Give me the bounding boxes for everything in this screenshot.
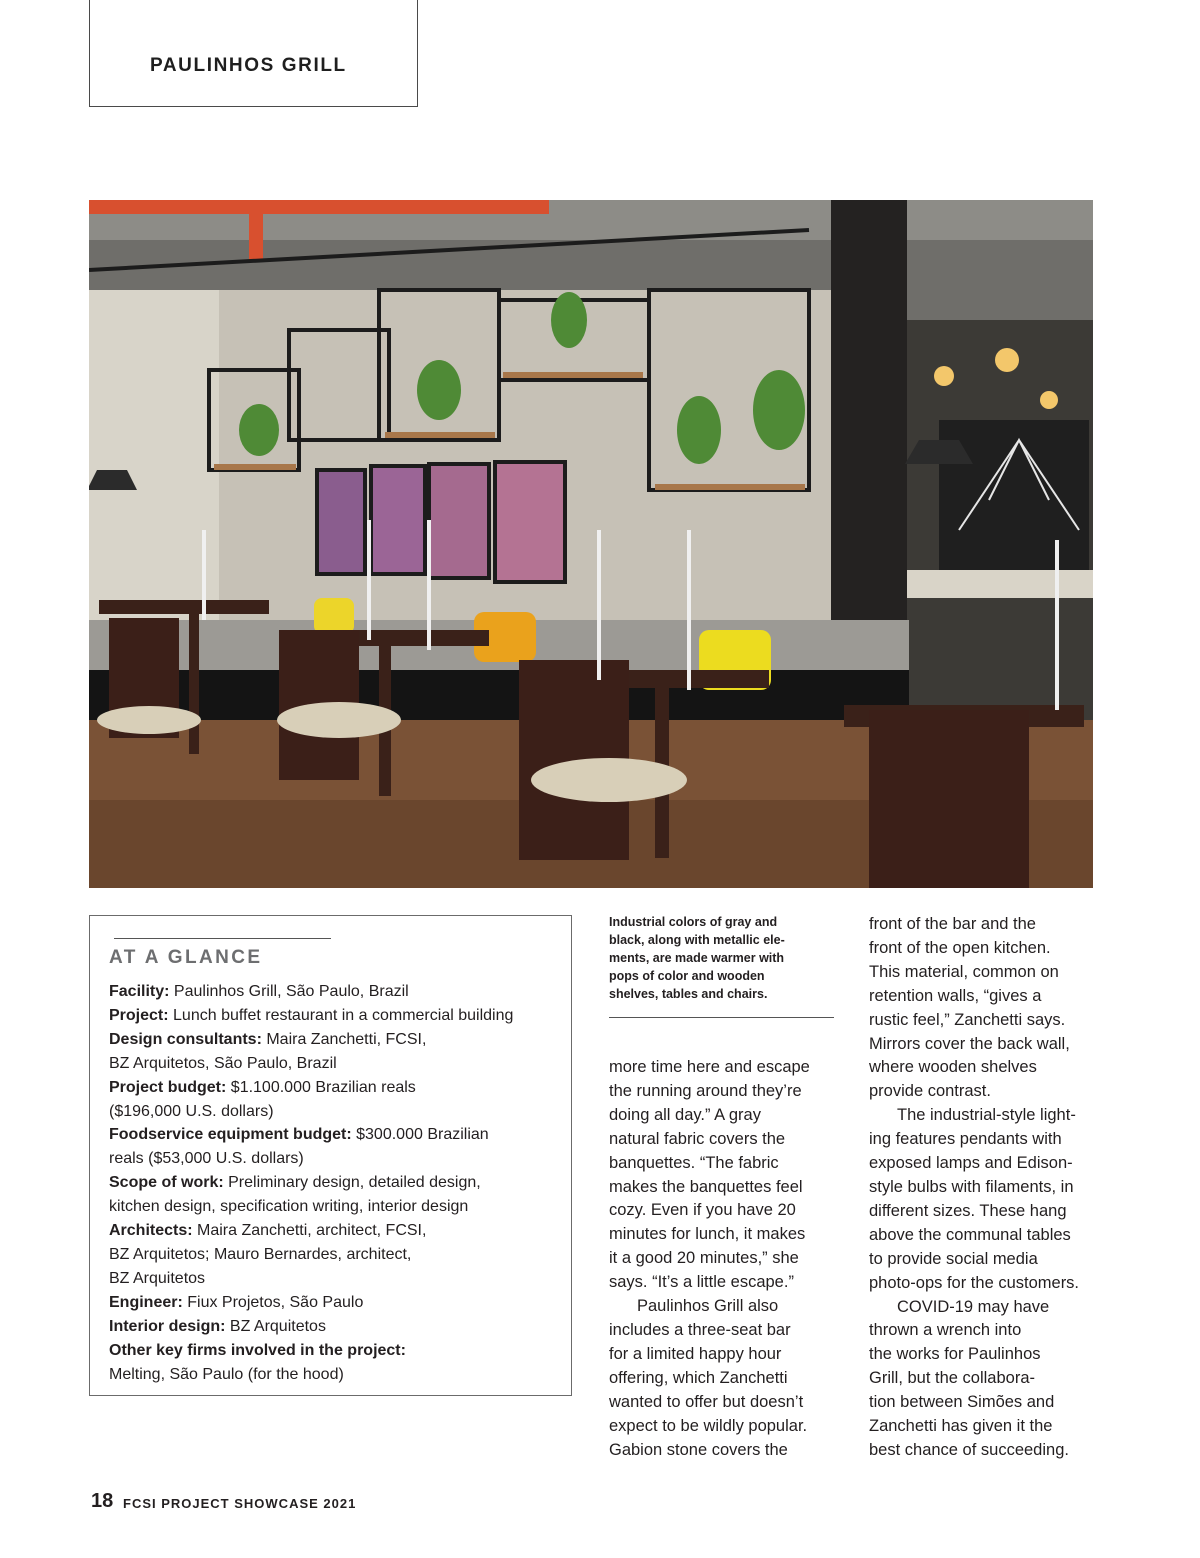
glance-facts — [109, 980, 564, 1386]
glance-title: AT A GLANCE — [109, 947, 263, 968]
fact-line: Engineer: Fiux Projetos, São Paulo — [109, 1293, 364, 1311]
fact-line: BZ Arquitetos; Mauro Bernardes, architect, — [109, 1245, 412, 1263]
fact-line: BZ Arquitetos, São Paulo, Brazil — [109, 1054, 337, 1072]
fact-line: Project: Lunch buffet restaurant in a commercial building — [109, 1006, 514, 1024]
at-a-glance-box — [89, 915, 572, 1396]
section-tab — [89, 0, 418, 107]
fact-line: Foodservice equipment budget: $300.000 Brazilian — [109, 1126, 489, 1144]
photo-caption: Industrial colors of gray and black, along with metallic ele- ments, are made warmer with pops of color and wooden shelves, tables and chairs. — [609, 915, 785, 1001]
fact-line: reals ($53,000 U.S. dollars) — [109, 1150, 304, 1168]
fact-line: Interior design: BZ Arquitetos — [109, 1317, 326, 1335]
body-column-2: front of the bar and the front of the open kitchen. This material, common on retention walls, “gives a rustic feel,” Zanchetti says. Mirrors cover the back wall, where wooden shelves provide contrast. The industrial-style light- ing features pendants with exposed lamps and Edison- style bulbs with filaments, in different sizes. These hang above the communal tables to provide social media photo-ops for the customers. COVID-19 may have thrown a wrench into the works for Paulinhos Grill, but the collabora- tion between Simões and Zanchetti has given it the best chance of succeeding. — [869, 915, 1080, 1459]
fact-line: Other key firms involved in the project: — [109, 1341, 406, 1359]
fact-line: Scope of work: Preliminary design, detailed design, — [109, 1174, 481, 1192]
caption-rule — [609, 1017, 834, 1018]
fact-line: kitchen design, specification writing, interior design — [109, 1198, 469, 1216]
fact-line: Facility: Paulinhos Grill, São Paulo, Brazil — [109, 983, 409, 1000]
fact-line: Project budget: $1.100.000 Brazilian reals — [109, 1078, 416, 1096]
glance-rule — [114, 938, 331, 939]
fact-line: ($196,000 U.S. dollars) — [109, 1102, 274, 1120]
publication-name: FCSI PROJECT SHOWCASE 2021 — [123, 1496, 357, 1511]
fact-line: Architects: Maira Zanchetti, architect, FCSI, — [109, 1222, 427, 1240]
section-label: PAULINHOS GRILL — [150, 55, 347, 76]
restaurant-photo — [89, 200, 1093, 888]
restaurant-illustration — [89, 200, 1093, 888]
body-column-1: more time here and escape the running around they’re doing all day.” A gray natural fabric covers the banquettes. “The fabric makes the banquettes feel cozy. Even if you have 20 minutes for lunch, it makes it a good 20 minutes,” she says. “It’s a little escape.” Paulinhos Grill also includes a three-seat bar for a limited happy hour offering, which Zanchetti wanted to offer but doesn’t expect to be wildly popular. Gabion stone covers the — [609, 1058, 810, 1459]
fact-line: Design consultants: Maira Zanchetti, FCSI, — [109, 1030, 427, 1048]
page-number: 18 — [91, 1490, 114, 1512]
fact-line: BZ Arquitetos — [109, 1269, 206, 1287]
fact-line: Melting, São Paulo (for the hood) — [109, 1365, 344, 1383]
